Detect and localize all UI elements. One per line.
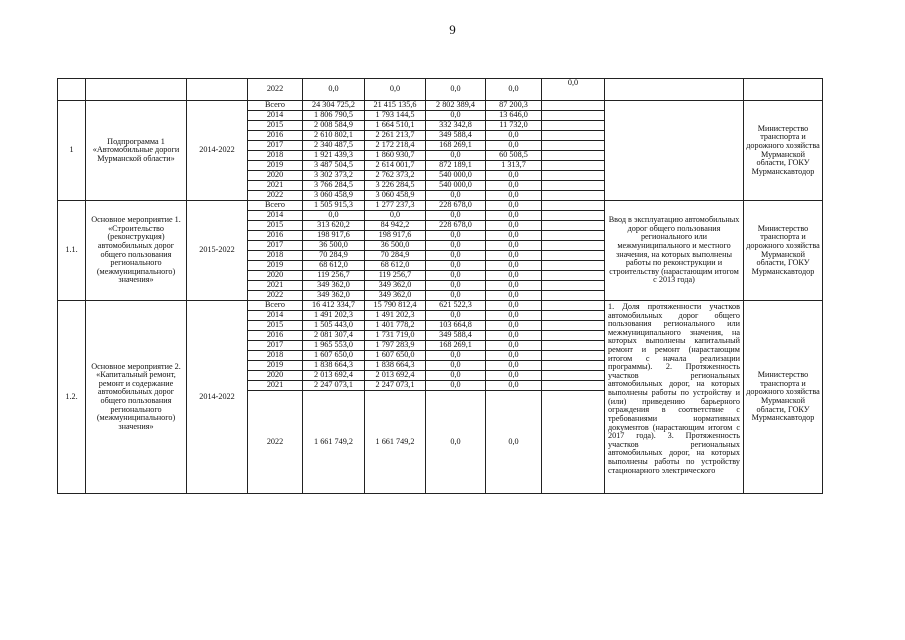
value-cell: 872 189,1 <box>426 161 486 171</box>
value-cell: 0,0 <box>486 191 542 201</box>
value-cell: 349 362,0 <box>303 291 365 301</box>
empty-value-cell <box>542 321 605 331</box>
value-cell: 0,0 <box>426 191 486 201</box>
empty-value-cell <box>542 261 605 271</box>
value-cell: 0,0 <box>486 251 542 261</box>
value-cell: 0,0 <box>486 221 542 231</box>
value-cell: 0,0 <box>426 291 486 301</box>
table-row <box>58 201 823 211</box>
value-cell: 2 261 213,7 <box>365 131 426 141</box>
empty-value-cell <box>542 231 605 241</box>
value-cell: 1 731 719,0 <box>365 331 426 341</box>
year-cell: 2017 <box>248 241 303 251</box>
empty-value-cell <box>542 101 605 111</box>
value-cell: 1 860 930,7 <box>365 151 426 161</box>
empty-value-cell <box>542 351 605 361</box>
value-cell: 540 000,0 <box>426 181 486 191</box>
value-cell: 3 302 373,2 <box>303 171 365 181</box>
result-cell <box>605 79 744 101</box>
value-cell: 0,0 <box>426 79 486 101</box>
value-cell: 1 313,7 <box>486 161 542 171</box>
year-cell: 2018 <box>248 351 303 361</box>
year-cell: 2020 <box>248 371 303 381</box>
empty-value-cell <box>542 111 605 121</box>
value-cell: 0,0 <box>426 281 486 291</box>
value-cell: 3 060 458,9 <box>303 191 365 201</box>
value-cell: 1 607 650,0 <box>303 351 365 361</box>
value-cell: 0,0 <box>486 391 542 494</box>
value-cell: 0,0 <box>486 311 542 321</box>
empty-value-cell <box>542 171 605 181</box>
value-cell: 0,0 <box>426 391 486 494</box>
section-result: 1. Доля протяженности участков автомобильных дорог общего пользования регионального или межмуниципального значения, на которых выполнены капитальный ремонт и ремонт (нарастающим итогом с начала реализации программы). 2. Протяженность участков региональных автомобильных дорог, на которых выполнены работы по устройству и (или) приведению барьерного ограждения в соответствие с требованиями нормативных документов (нарастающим итогом с 2017 года). 3. Протяженность участков региональных автомобильных дорог, на которых выполнены работы по устройству стационарного электрического <box>605 301 744 494</box>
year-cell: 2016 <box>248 231 303 241</box>
value-cell: 15 790 812,4 <box>365 301 426 311</box>
value-cell: 1 838 664,3 <box>365 361 426 371</box>
value-cell: 0,0 <box>486 171 542 181</box>
value-cell: 198 917,6 <box>303 231 365 241</box>
value-cell: 0,0 <box>426 231 486 241</box>
value-cell: 16 412 334,7 <box>303 301 365 311</box>
year-cell: Всего <box>248 301 303 311</box>
value-cell: 84 942,2 <box>365 221 426 231</box>
value-cell: 349 362,0 <box>303 281 365 291</box>
value-cell: 0,0 <box>365 79 426 101</box>
value-cell: 3 060 458,9 <box>365 191 426 201</box>
value-cell: 3 226 284,5 <box>365 181 426 191</box>
value-cell: 0,0 <box>486 231 542 241</box>
year-cell: 2016 <box>248 131 303 141</box>
value-cell: 1 806 790,5 <box>303 111 365 121</box>
value-cell: 0,0 <box>426 241 486 251</box>
name-cell <box>86 79 187 101</box>
value-cell: 2 340 487,5 <box>303 141 365 151</box>
section-period: 2015-2022 <box>187 201 248 301</box>
value-cell: 68 612,0 <box>303 261 365 271</box>
empty-value-cell <box>542 391 605 494</box>
empty-value-cell <box>542 311 605 321</box>
value-cell: 68 612,0 <box>365 261 426 271</box>
section-id: 1 <box>58 101 86 201</box>
section-name: Основное мероприятие 1. «Строительство (реконструкция) автомобильных дорог общего пользования регионального (межмуниципального) значения» <box>86 201 187 301</box>
value-cell: 3 766 284,5 <box>303 181 365 191</box>
value-cell: 1 793 144,5 <box>365 111 426 121</box>
section-id: 1.2. <box>58 301 86 494</box>
value-cell: 0,0 <box>486 271 542 281</box>
value-cell: 21 415 135,6 <box>365 101 426 111</box>
value-cell: 349 362,0 <box>365 291 426 301</box>
empty-value-cell <box>542 141 605 151</box>
section-name: Подпрограмма 1 «Автомобильные дороги Мурманской области» <box>86 101 187 201</box>
value-cell: 332 342,8 <box>426 121 486 131</box>
value-cell: 13 646,0 <box>486 111 542 121</box>
value-cell: 0,0 <box>486 201 542 211</box>
carry-over-row <box>58 79 823 101</box>
value-cell: 0,0 <box>426 351 486 361</box>
value-cell: 168 269,1 <box>426 141 486 151</box>
empty-value-cell <box>542 291 605 301</box>
value-cell: 0,0 <box>365 211 426 221</box>
value-cell: 1 661 749,2 <box>365 391 426 494</box>
value-cell: 70 284,9 <box>365 251 426 261</box>
value-cell: 0,0 <box>486 331 542 341</box>
value-cell: 0,0 <box>486 79 542 101</box>
section-executor: Министерство транспорта и дорожного хозяйства Мурманской области, ГОКУ Мурманскавтодор <box>744 301 823 494</box>
value-cell: 0,0 <box>486 141 542 151</box>
year-cell: Всего <box>248 101 303 111</box>
value-cell: 0,0 <box>486 341 542 351</box>
empty-value-cell <box>542 241 605 251</box>
value-cell: 1 664 510,1 <box>365 121 426 131</box>
section-period: 2014-2022 <box>187 301 248 494</box>
value-cell: 119 256,7 <box>303 271 365 281</box>
value-cell: 2 247 073,1 <box>365 381 426 391</box>
value-cell: 313 620,2 <box>303 221 365 231</box>
value-cell: 2 081 307,4 <box>303 331 365 341</box>
value-cell: 0,0 <box>486 131 542 141</box>
value-cell: 0,0 <box>486 361 542 371</box>
value-cell: 0,0 <box>303 211 365 221</box>
value-cell: 24 304 725,2 <box>303 101 365 111</box>
value-cell: 2 802 389,4 <box>426 101 486 111</box>
year-cell: 2014 <box>248 311 303 321</box>
year-cell: 2021 <box>248 381 303 391</box>
value-cell: 0,0 <box>426 261 486 271</box>
value-cell: 70 284,9 <box>303 251 365 261</box>
value-cell: 2 610 802,1 <box>303 131 365 141</box>
year-cell: 2017 <box>248 341 303 351</box>
year-cell: 2021 <box>248 181 303 191</box>
value-cell: 621 522,3 <box>426 301 486 311</box>
value-cell: 2 762 373,2 <box>365 171 426 181</box>
value-cell: 349 588,4 <box>426 331 486 341</box>
year-cell: 2015 <box>248 321 303 331</box>
year-cell: 2015 <box>248 121 303 131</box>
year-cell: 2015 <box>248 221 303 231</box>
value-cell: 349 362,0 <box>365 281 426 291</box>
value-cell: 0,0 <box>426 211 486 221</box>
year-cell: 2014 <box>248 211 303 221</box>
value-cell: 0,0 <box>426 381 486 391</box>
value-cell: 0,0 <box>426 111 486 121</box>
value-cell: 1 607 650,0 <box>365 351 426 361</box>
section-period: 2014-2022 <box>187 101 248 201</box>
value-cell: 198 917,6 <box>365 231 426 241</box>
value-cell: 3 487 504,5 <box>303 161 365 171</box>
value-cell: 119 256,7 <box>365 271 426 281</box>
table-row <box>58 101 823 111</box>
value-cell: 11 732,0 <box>486 121 542 131</box>
year-cell: 2017 <box>248 141 303 151</box>
value-cell: 36 500,0 <box>303 241 365 251</box>
value-cell: 540 000,0 <box>426 171 486 181</box>
year-cell: 2022 <box>248 191 303 201</box>
section-result <box>605 101 744 201</box>
value-cell: 87 200,3 <box>486 101 542 111</box>
empty-value-cell <box>542 381 605 391</box>
value-cell: 1 921 439,3 <box>303 151 365 161</box>
year-cell: 2020 <box>248 271 303 281</box>
value-cell: 168 269,1 <box>426 341 486 351</box>
value-cell: 1 838 664,3 <box>303 361 365 371</box>
empty-value-cell <box>542 191 605 201</box>
empty-value-cell <box>542 211 605 221</box>
value-cell: 60 508,5 <box>486 151 542 161</box>
year-cell: Всего <box>248 201 303 211</box>
year-cell: 2022 <box>248 79 303 101</box>
value-cell: 0,0 <box>486 261 542 271</box>
value-cell: 0,0 <box>426 361 486 371</box>
value-cell: 1 505 443,0 <box>303 321 365 331</box>
value-cell: 0,0 <box>486 301 542 311</box>
value-cell: 1 491 202,3 <box>303 311 365 321</box>
value-cell: 1 277 237,3 <box>365 201 426 211</box>
executor-cell <box>744 79 823 101</box>
value-cell: 0,0 <box>426 271 486 281</box>
year-cell: 2020 <box>248 171 303 181</box>
value-cell: 103 664,8 <box>426 321 486 331</box>
value-cell: 2 008 584,9 <box>303 121 365 131</box>
value-cell: 1 661 749,2 <box>303 391 365 494</box>
year-cell: 2019 <box>248 361 303 371</box>
section-executor: Министерство транспорта и дорожного хозяйства Мурманской области, ГОКУ Мурманскавтодор <box>744 201 823 301</box>
section-id: 1.1. <box>58 201 86 301</box>
year-cell: 2019 <box>248 261 303 271</box>
empty-value-cell <box>542 201 605 211</box>
value-cell: 1 797 283,9 <box>365 341 426 351</box>
empty-value-cell <box>542 221 605 231</box>
value-cell: 2 614 001,7 <box>365 161 426 171</box>
section-executor: Министерство транспорта и дорожного хозяйства Мурманской области, ГОКУ Мурманскавтодор <box>744 101 823 201</box>
empty-value-cell <box>542 161 605 171</box>
value-cell: 2 247 073,1 <box>303 381 365 391</box>
value-cell: 0,0 <box>542 79 605 101</box>
empty-value-cell <box>542 341 605 351</box>
value-cell: 2 013 692,4 <box>365 371 426 381</box>
value-cell: 0,0 <box>486 241 542 251</box>
year-cell: 2018 <box>248 151 303 161</box>
value-cell: 1 401 778,2 <box>365 321 426 331</box>
empty-value-cell <box>542 301 605 311</box>
value-cell: 0,0 <box>426 311 486 321</box>
year-cell: 2022 <box>248 291 303 301</box>
year-cell: 2018 <box>248 251 303 261</box>
empty-value-cell <box>542 181 605 191</box>
empty-value-cell <box>542 251 605 261</box>
section-name: Основное мероприятие 2. «Капитальный ремонт, ремонт и содержание автомобильных дорог общего пользования регионального (межмуниципального) значения» <box>86 301 187 494</box>
value-cell: 0,0 <box>426 251 486 261</box>
value-cell: 0,0 <box>426 371 486 381</box>
value-cell: 0,0 <box>486 211 542 221</box>
value-cell: 228 678,0 <box>426 201 486 211</box>
value-cell: 1 505 915,3 <box>303 201 365 211</box>
value-cell: 2 013 692,4 <box>303 371 365 381</box>
period-cell <box>187 79 248 101</box>
value-cell: 2 172 218,4 <box>365 141 426 151</box>
empty-value-cell <box>542 151 605 161</box>
empty-value-cell <box>542 371 605 381</box>
year-cell: 2014 <box>248 111 303 121</box>
year-cell: 2022 <box>248 391 303 494</box>
value-cell: 0,0 <box>486 351 542 361</box>
value-cell: 0,0 <box>486 281 542 291</box>
empty-value-cell <box>542 361 605 371</box>
value-cell: 1 491 202,3 <box>365 311 426 321</box>
section-result: Ввод в эксплуатацию автомобильных дорог общего пользования регионального или межмуниципального и местного значения, на которых выполнены работы по реконструкции и строительству (нарастающим итогом с 2013 года) <box>605 201 744 301</box>
value-cell: 0,0 <box>486 381 542 391</box>
empty-value-cell <box>542 331 605 341</box>
value-cell: 1 965 553,0 <box>303 341 365 351</box>
value-cell: 228 678,0 <box>426 221 486 231</box>
empty-value-cell <box>542 121 605 131</box>
year-cell: 2016 <box>248 331 303 341</box>
value-cell: 0,0 <box>486 371 542 381</box>
year-cell: 2021 <box>248 281 303 291</box>
page-number: 9 <box>449 22 456 37</box>
table-row <box>58 301 823 311</box>
value-cell: 0,0 <box>486 321 542 331</box>
value-cell: 0,0 <box>486 291 542 301</box>
value-cell: 0,0 <box>426 151 486 161</box>
value-cell: 36 500,0 <box>365 241 426 251</box>
id-cell <box>58 79 86 101</box>
value-cell: 349 588,4 <box>426 131 486 141</box>
empty-value-cell <box>542 271 605 281</box>
year-cell: 2019 <box>248 161 303 171</box>
program-table <box>57 78 823 494</box>
value-cell: 0,0 <box>486 181 542 191</box>
empty-value-cell <box>542 281 605 291</box>
value-cell: 0,0 <box>303 79 365 101</box>
empty-value-cell <box>542 131 605 141</box>
